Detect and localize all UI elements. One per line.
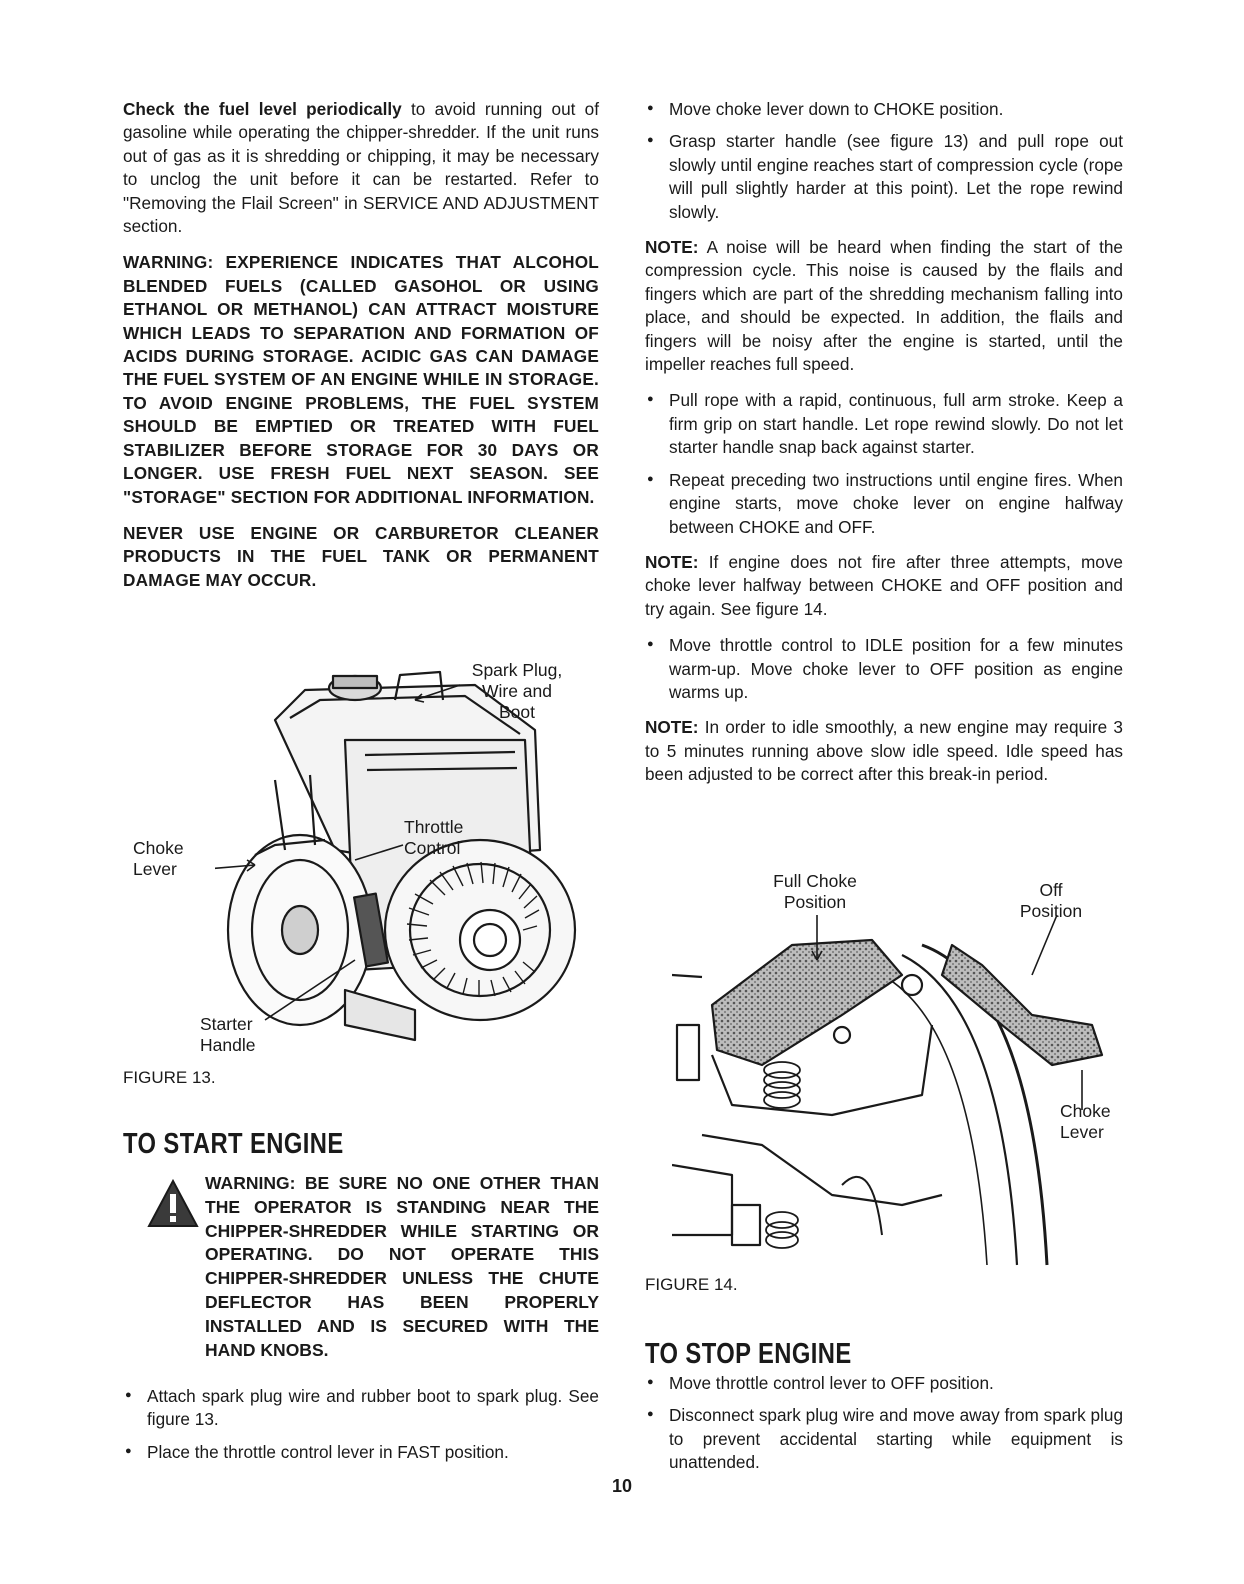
- spark-plug-label: [452, 660, 582, 723]
- operator-warning: WARNING: BE SURE NO ONE OTHER THAN THE OPERATOR IS STANDING NEAR THE CHIPPER-SHREDDER WHILE STARTING OR OPERATING. DO NOT OPERATE THIS CHIPPER-SHREDDER UNLESS THE CHUTE DEFLECTOR HAS BEEN PROPERLY INSTALLED AND IS SECURED WITH THE HAND KNOBS.: [205, 1173, 599, 1360]
- full-choke-label: [760, 871, 870, 913]
- list-item: ● Move choke lever down to CHOKE position.: [647, 99, 1004, 119]
- pull-bullets: [645, 389, 1123, 538]
- starter-label-line1: Starter: [200, 1014, 253, 1034]
- fuel-level-lead: Check the fuel level periodically: [123, 99, 402, 119]
- throttle-bullets: [645, 634, 1123, 704]
- figure-14-caption: FIGURE 14.: [645, 1275, 738, 1294]
- throttle-label-line2: Control: [404, 838, 461, 858]
- warning-triangle-icon: [146, 1178, 200, 1230]
- spark-plug-label-line3: Boot: [499, 702, 535, 722]
- throttle-control-label: [404, 817, 463, 859]
- start-bullets: [123, 1385, 599, 1473]
- choke-label-line2: Lever: [133, 859, 177, 879]
- list-item: ● Repeat preceding two instructions until engine fires. When engine starts, move choke lever on engine halfway between CHOKE and OFF.: [647, 469, 1123, 537]
- starter-handle-label: [200, 1014, 255, 1056]
- starter-label-line2: Handle: [200, 1035, 256, 1055]
- cleaner-warning: NEVER USE ENGINE OR CARBURETOR CLEANER PRODUCTS IN THE FUEL TANK OR PERMANENT DAMAGE MAY OCCUR.: [123, 522, 599, 590]
- list-item: ● Move throttle control lever to OFF position.: [647, 1373, 994, 1393]
- choke-label-line1: Choke: [133, 838, 184, 858]
- list-item: ● Pull rope with a rapid, continuous, full arm stroke. Keep a firm grip on start handle. Let rope rewind slowly. Do not let starter handle snap back against starter.: [647, 390, 1123, 458]
- right-column: [645, 98, 1123, 800]
- left-column: [123, 98, 599, 605]
- off-label-line2: Position: [1019, 901, 1083, 921]
- figure-14-choke-drawing: [672, 905, 1112, 1270]
- choke-lever-line1: Choke: [1060, 1101, 1111, 1121]
- fuel-level-text: to avoid running out of gasoline while operating the chipper-shredder. If the unit runs out of gas as it is shredding or chipping, it may be necessary to unclog the unit before it can be restarted. Refer to "Removing the Flail Screen" in SERVICE AND ADJUSTMENT section.: [123, 99, 599, 237]
- choke-lever-label-fig14: [1060, 1101, 1111, 1143]
- page-number: 10: [611, 1476, 633, 1496]
- choke-lever-line2: Lever: [1060, 1122, 1104, 1142]
- ethanol-warning: WARNING: EXPERIENCE INDICATES THAT ALCOHOL BLENDED FUELS (CALLED GASOHOL OR USING ETHANOL OR METHANOL) CAN ATTRACT MOISTURE WHICH LEADS TO SEPARATION AND FORMATION OF ACIDS DURING STORAGE. ACIDIC GAS CAN DAMAGE THE FUEL SYSTEM OF AN ENGINE WHILE IN STORAGE. TO AVOID ENGINE PROBLEMS, THE FUEL SYSTEM SHOULD BE EMPTIED OR TREATED WITH FUEL STABILIZER BEFORE STORAGE FOR 30 DAYS OR LONGER. USE FRESH FUEL NEXT SEASON. SEE "STORAGE" SECTION FOR ADDITIONAL INFORMATION.: [123, 252, 599, 507]
- full-choke-label-line1: Full Choke: [773, 871, 857, 891]
- list-item: ● Place the throttle control lever in FAST position.: [125, 1441, 509, 1462]
- list-item: ● Move throttle control to IDLE position for a few minutes warm-up. Move choke lever to OFF position as engine warms up.: [647, 635, 1123, 702]
- throttle-label-line1: Throttle: [404, 817, 464, 837]
- spark-plug-label-line1: Spark Plug,: [471, 660, 563, 680]
- spark-plug-label-line2: Wire and: [481, 681, 553, 701]
- figure-13-caption: FIGURE 13.: [123, 1068, 216, 1087]
- list-item: ● Disconnect spark plug wire and move away from spark plug to prevent accidental starting while equipment is unattended.: [647, 1405, 1123, 1473]
- list-item: ● Attach spark plug wire and rubber boot to spark plug. See figure 13.: [125, 1386, 599, 1430]
- note-idle: NOTE: In order to idle smoothly, a new engine may require 3 to 5 minutes running above slow idle speed. Idle speed has been adjusted to be correct after this break-in period.: [645, 717, 1123, 785]
- note-compression: NOTE: A noise will be heard when finding the start of the compression cycle. This noise is caused by the flails and fingers which are part of the shredding mechanism falling into place, and should be expected. In addition, the flails and fingers will be noisy after the engine is started, until the impeller reaches full speed.: [645, 237, 1123, 375]
- full-choke-label-line2: Position: [783, 892, 847, 912]
- fuel-level-paragraph: [123, 98, 599, 238]
- to-start-engine-heading: TO START ENGINE: [123, 1128, 344, 1160]
- choke-lever-label: [133, 838, 184, 880]
- note-attempts: NOTE: If engine does not fire after three attempts, move choke lever halfway between CHOKE and OFF position and try again. See figure 14.: [645, 551, 1123, 619]
- choke-bullets: [645, 98, 1123, 224]
- to-stop-engine-heading: TO STOP ENGINE: [645, 1338, 852, 1370]
- off-label-line1: Off: [1039, 880, 1063, 900]
- stop-bullets: [645, 1372, 1123, 1484]
- off-position-label: [1006, 880, 1096, 922]
- list-item: ● Grasp starter handle (see figure 13) and pull rope out slowly until engine reaches start of compression cycle (rope will pull slightly harder at this point). Let the rope rewind slowly.: [647, 131, 1123, 222]
